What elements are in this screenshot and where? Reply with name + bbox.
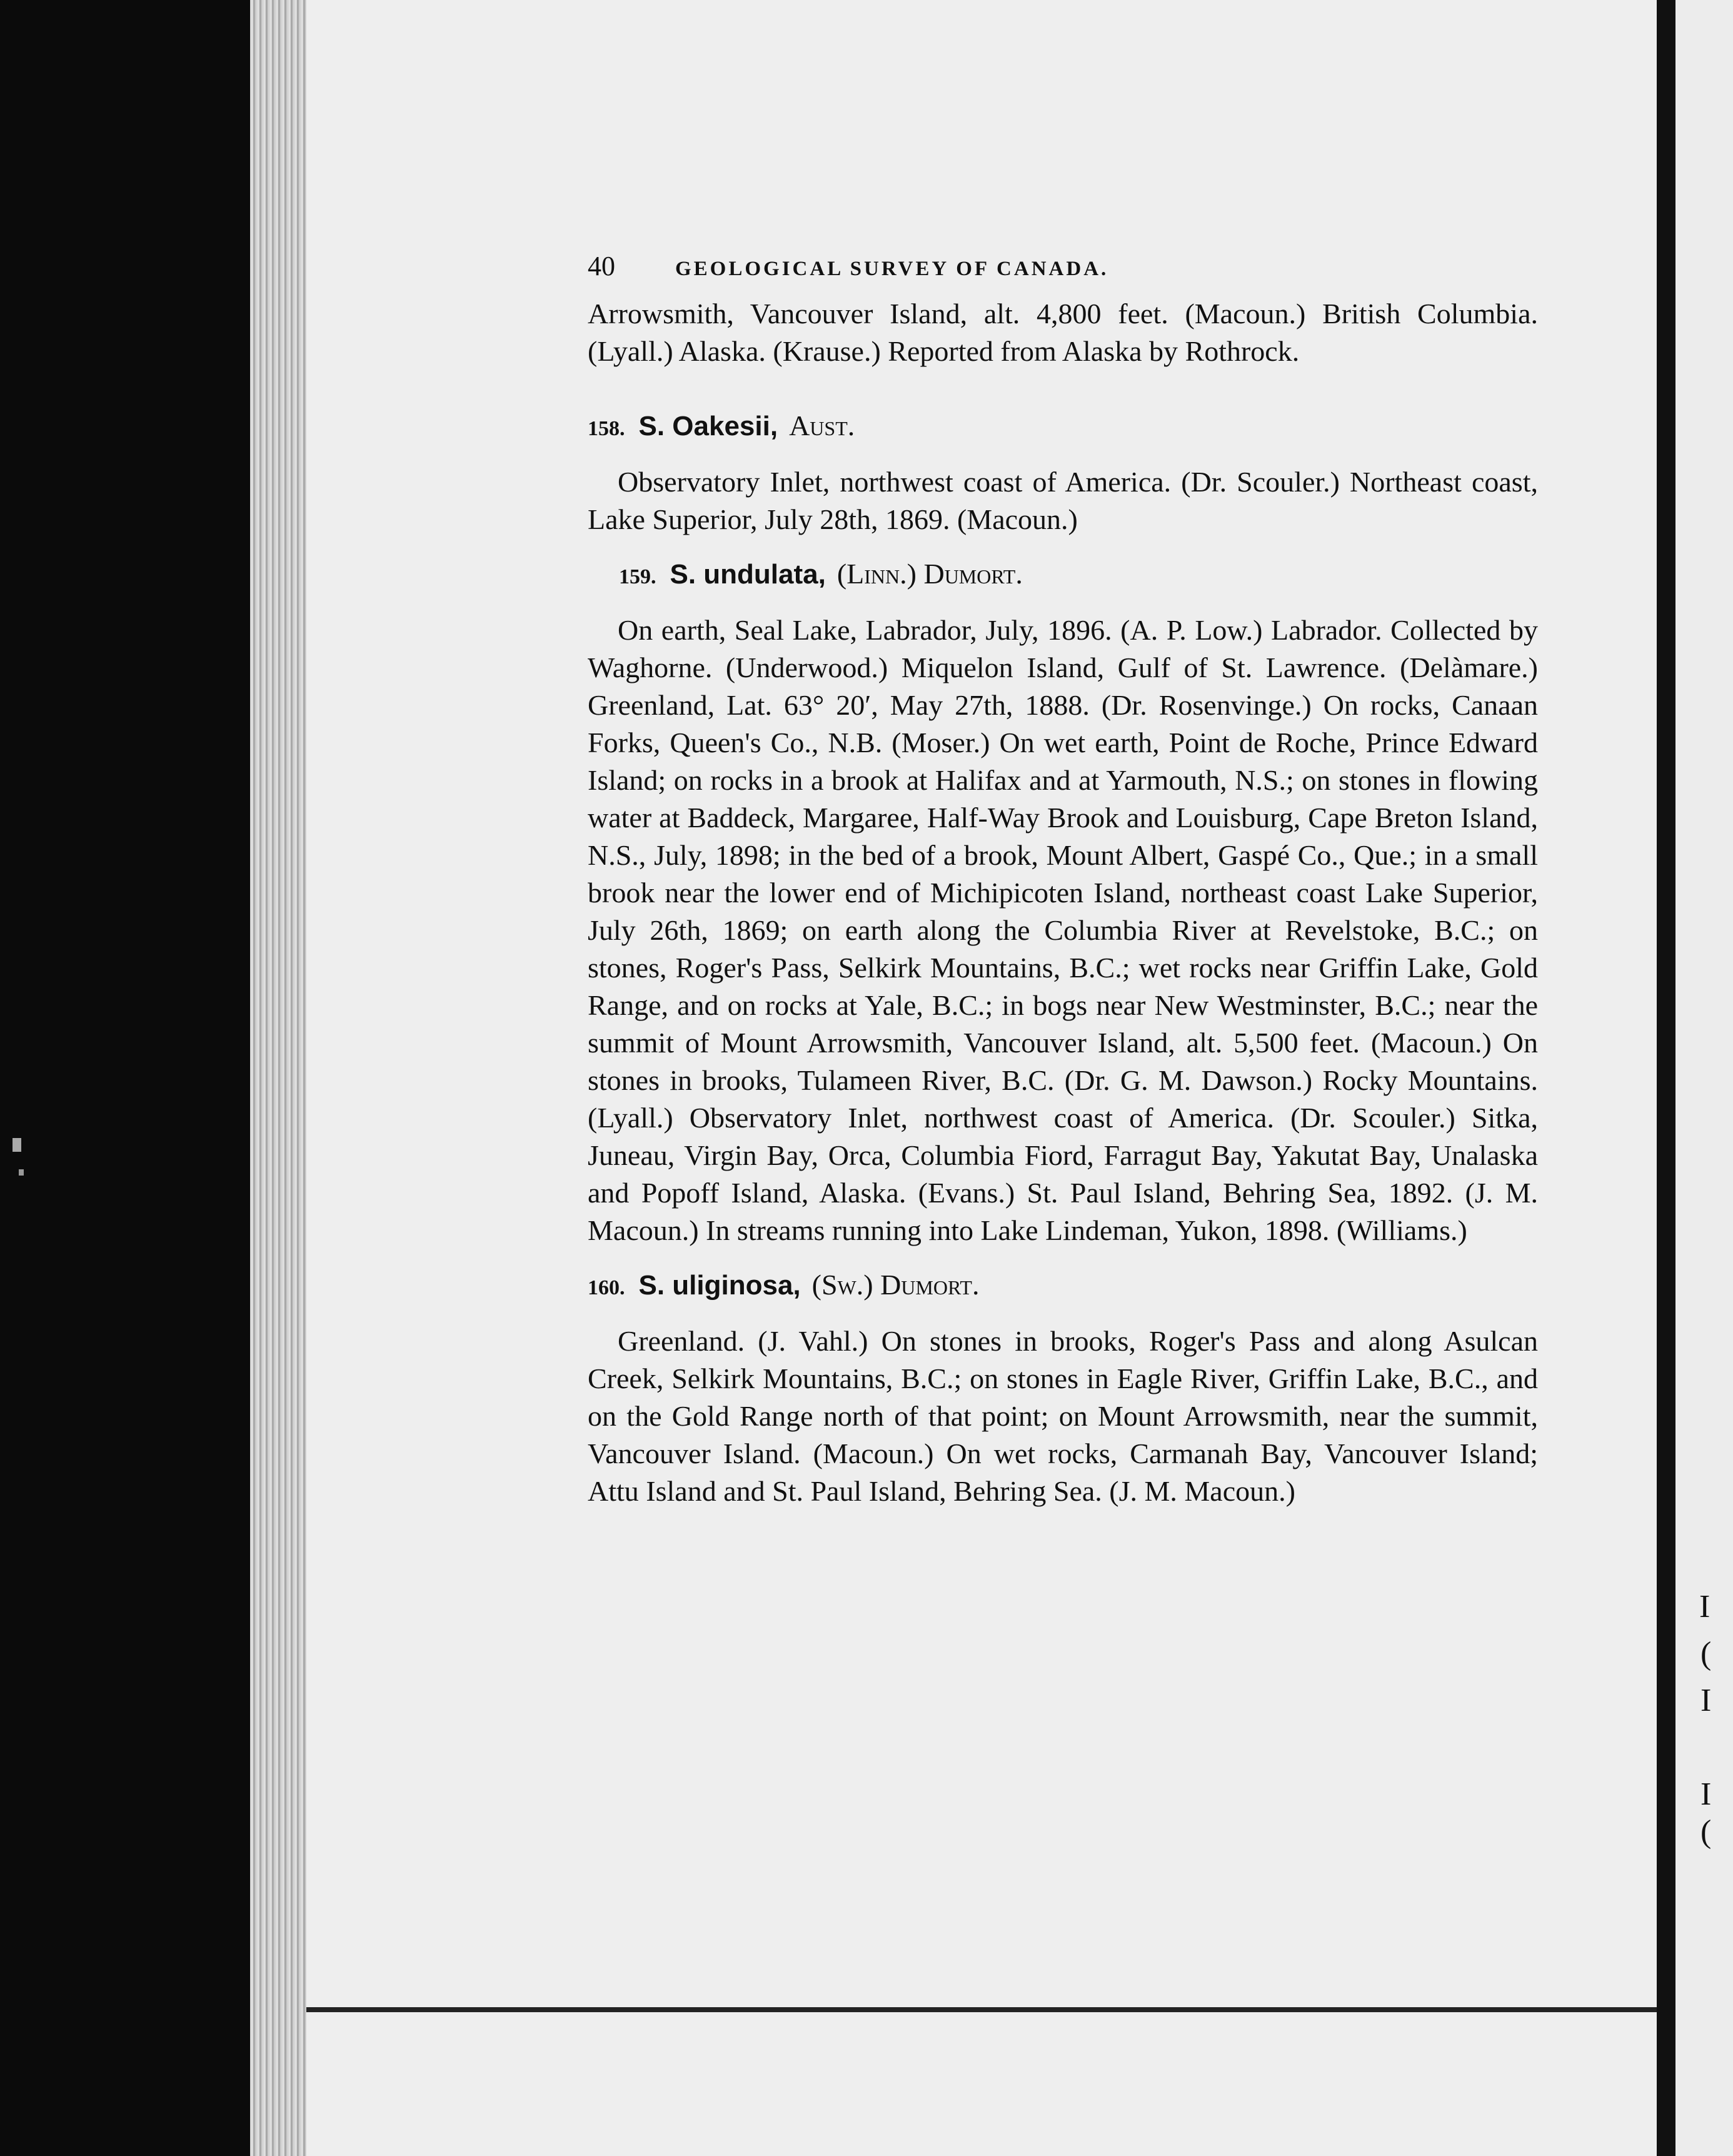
species-author: (Linn.) Dumort.: [836, 558, 1023, 590]
entry-number: 158.: [588, 417, 625, 440]
margin-specks: [0, 0, 250, 2156]
right-binding-gutter: [1657, 0, 1675, 2156]
page-number: 40: [588, 251, 615, 281]
page-bottom-border: [306, 2007, 1675, 2012]
next-page-letter: I: [1699, 1589, 1710, 1625]
next-page-letter: I: [1700, 1776, 1712, 1812]
entry-heading: [588, 1268, 1538, 1301]
page-edge-strips: [250, 0, 306, 2156]
species-author: Aust.: [789, 410, 855, 441]
entry-heading: [619, 557, 1538, 590]
next-page-letter: (: [1700, 1636, 1712, 1671]
species-author: (Sw.) Dumort.: [811, 1269, 980, 1301]
species-name: S. Oakesii,: [638, 411, 778, 441]
species-name: S. uliginosa,: [638, 1270, 801, 1301]
continuation-paragraph: Arrowsmith, Vancouver Island, alt. 4,800 feet. (Macoun.) British Columbia. (Lyall.) Alaska. (Krause.) Reported from Alaska by Rothrock.: [588, 298, 1538, 367]
running-title: GEOLOGICAL SURVEY OF CANADA.: [675, 258, 1109, 280]
running-head: [588, 250, 1538, 295]
next-page-letter: I: [1700, 1683, 1712, 1718]
entry-paragraph: Greenland. (J. Vahl.) On stones in brooks, Roger's Pass and along Asulcan Creek, Selkirk Mountains, B.C.; on stones in Eagle River, Griffin Lake, B.C., and on the Gold Range north of that point; on Mount Arrowsmith, near the summit, Vancouver Island. (Macoun.) On wet rocks, Carmanah Bay, Vancouver Island; Attu Island and St. Paul Island, Behring Sea. (J. M. Macoun.): [588, 1325, 1538, 1507]
entry-paragraph: On earth, Seal Lake, Labrador, July, 1896. (A. P. Low.) Labrador. Collected by Waghorne. (Underwood.) Miquelon Island, Gulf of St. Lawrence. (Delàmare.) Greenland, Lat. 63° 20′, May 27th, 1888. (Dr. Rosenvinge.) On rocks, Canaan Forks, Queen's Co., N.B. (Moser.) On wet earth, Point de Roche, Prince Edward Island; on rocks in a brook at Halifax and at Yarmouth, N.S.; on stones in flowing water at Baddeck, Margaree, Half-Way Brook and Louisburg, Cape Breton Island, N.S., July, 1898; in the bed of a brook, Mount Albert, Gaspé Co., Que.; in a small brook near the lower end of Michipicoten Island, northeast coast Lake Superior, July 26th, 1869; on earth along the Columbia River at Revelstoke, B.C.; on stones, Roger's Pass, Selkirk Mountains, B.C.; wet rocks near Griffin Lake, Gold Range, and on rocks at Yale, B.C.; in bogs near New Westminster, B.C.; near the summit of Mount Arrowsmith, Vancouver Island, alt. 5,500 feet. (Macoun.) On stones in brooks, Tulameen River, B.C. (Dr. G. M. Dawson.) Rocky Mountains. (Lyall.) Observatory Inlet, northwest coast of America. (Dr. Scouler.) Sitka, Juneau, Virgin Bay, Orca, Columbia Fiord, Farragut Bay, Yakutat Bay, Unalaska and Popoff Island, Alaska. (Evans.) St. Paul Island, Behring Sea, 1892. (J. M. Macoun.) In streams running into Lake Lindeman, Yukon, 1898. (Williams.): [588, 614, 1538, 1246]
next-page-fragment: [1675, 0, 1733, 2156]
entry-number: 159.: [619, 565, 656, 588]
entry-number: 160.: [588, 1276, 625, 1299]
page-content: [588, 250, 1538, 1510]
species-name: S. undulata,: [670, 559, 826, 590]
entry-heading: [588, 409, 1538, 442]
entry-paragraph: Observatory Inlet, northwest coast of America. (Dr. Scouler.) Northeast coast, Lake Superior, July 28th, 1869. (Macoun.): [588, 466, 1538, 535]
next-page-letter: (: [1700, 1814, 1712, 1850]
